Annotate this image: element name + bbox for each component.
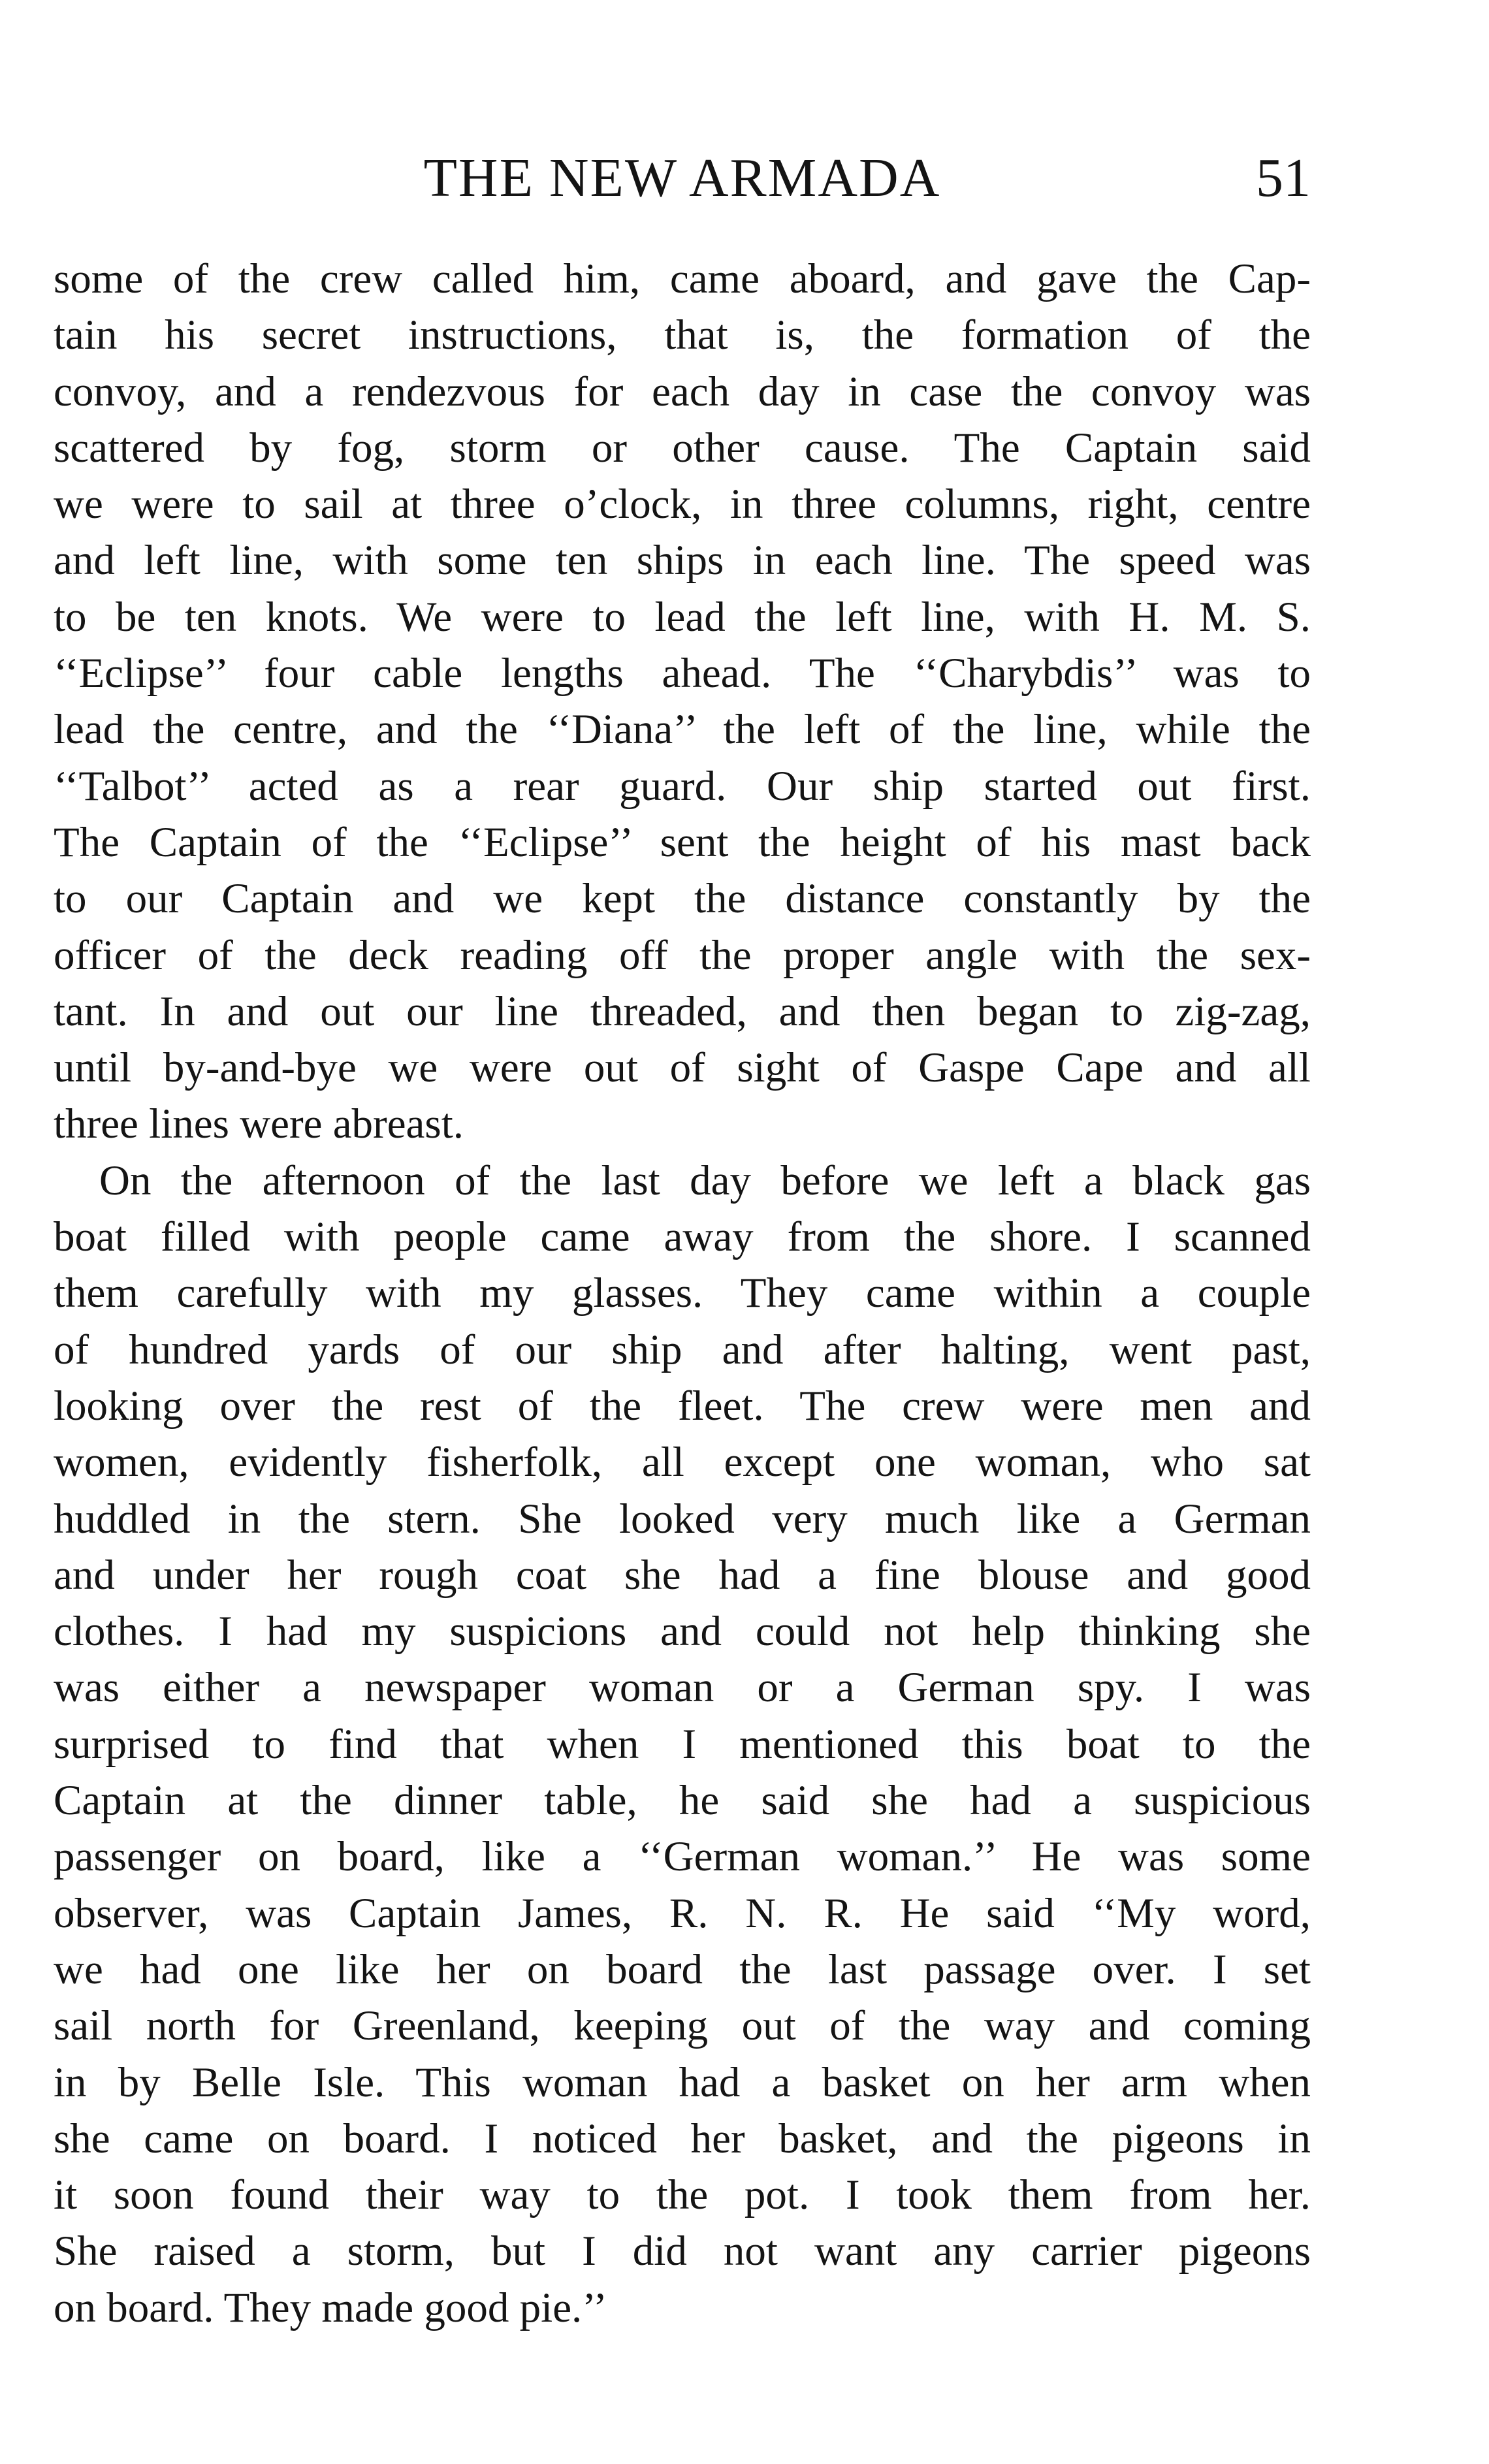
text-line: sail north for Greenland, keeping out of the way and coming	[54, 2002, 1311, 2050]
text-line: we were to sail at three o’clock, in three columns, right, centre	[54, 481, 1311, 528]
text-line: she came on board. I noticed her basket, and the pigeons in	[54, 2115, 1311, 2162]
text-line: clothes. I had my suspicions and could not help thinking she	[54, 1608, 1311, 1656]
text-line: She raised a storm, but I did not want any carrier pigeons	[54, 2228, 1311, 2275]
text-line: huddled in the stern. She looked very much like a German	[54, 1495, 1311, 1543]
paragraph	[54, 1153, 1311, 2336]
text-line: we had one like her on board the last passage over. I set	[54, 1945, 1311, 1993]
text-line: was either a newspaper woman or a German spy. I was	[54, 1664, 1311, 1712]
text-line: on board. They made good pie.’’	[54, 2284, 607, 2331]
page-number: 51	[1256, 148, 1311, 208]
text-line: looking over the rest of the fleet. The crew were men and	[54, 1382, 1311, 1430]
text-line: observer, was Captain James, R. N. R. He said ‘‘My word,	[54, 1889, 1311, 1937]
text-line: and left line, with some ten ships in each line. The speed was	[54, 537, 1311, 584]
text-line: scattered by fog, storm or other cause. The Captain said	[54, 424, 1311, 472]
text-line: in by Belle Isle. This woman had a basket on her arm when	[54, 2058, 1311, 2106]
text-line: The Captain of the ‘‘Eclipse’’ sent the height of his mast back	[54, 818, 1311, 866]
text-line: ‘‘Talbot’’ acted as a rear guard. Our ship started out first.	[54, 762, 1311, 810]
text-line: to our Captain and we kept the distance constantly by the	[54, 875, 1311, 923]
text-line: officer of the deck reading off the proper angle with the sex-	[54, 931, 1311, 979]
text-line: convoy, and a rendezvous for each day in case the convoy was	[54, 368, 1311, 415]
body-text	[54, 251, 1311, 2336]
text-line: to be ten knots. We were to lead the left line, with H. M. S.	[54, 593, 1311, 641]
running-title: THE NEW ARMADA	[423, 148, 941, 208]
text-line: of hundred yards of our ship and after halting, went past,	[54, 1326, 1311, 1373]
text-line: tant. In and out our line threaded, and then began to zig-zag,	[54, 987, 1311, 1035]
text-line: surprised to find that when I mentioned this boat to the	[54, 1720, 1311, 1768]
text-line: until by-and-bye we were out of sight of Gaspe Cape and all	[54, 1044, 1311, 1092]
text-line: and under her rough coat she had a fine blouse and good	[54, 1551, 1311, 1599]
text-line: passenger on board, like a ‘‘German woman.’’ He was some	[54, 1833, 1311, 1881]
text-line: them carefully with my glasses. They came within a couple	[54, 1270, 1311, 1317]
text-line: Captain at the dinner table, he said she had a suspicious	[54, 1777, 1311, 1825]
text-line: women, evidently fisherfolk, all except one woman, who sat	[54, 1439, 1311, 1486]
text-line: On the afternoon of the last day before we left a black gas	[99, 1157, 1311, 1204]
text-line: ‘‘Eclipse’’ four cable lengths ahead. The ‘‘Charybdis’’ was to	[54, 650, 1311, 697]
text-line: boat filled with people came away from the shore. I scanned	[54, 1213, 1311, 1261]
paragraph	[54, 251, 1311, 1153]
text-line: some of the crew called him, came aboard, and gave the Cap-	[54, 255, 1311, 302]
running-head	[54, 142, 1311, 214]
text-line: it soon found their way to the pot. I took them from her.	[54, 2171, 1311, 2219]
text-line: tain his secret instructions, that is, the formation of the	[54, 312, 1311, 359]
text-line: three lines were abreast.	[54, 1100, 464, 1148]
text-line: lead the centre, and the ‘‘Diana’’ the left of the line, while the	[54, 706, 1311, 754]
